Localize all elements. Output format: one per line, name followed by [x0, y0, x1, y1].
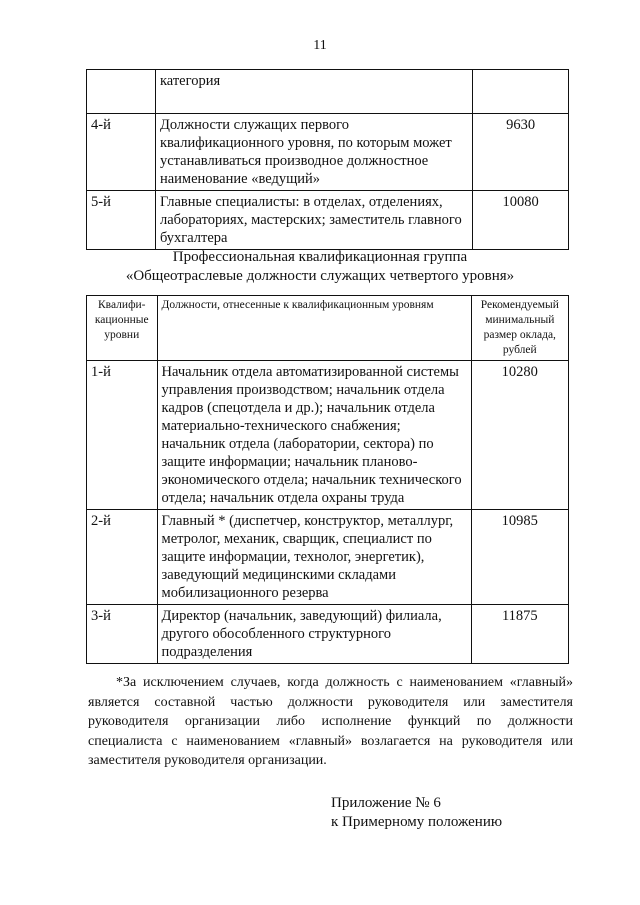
level-cell: 3-й: [87, 605, 158, 664]
positions-cell: Главный * (диспетчер, конструктор, металлург, метролог, механик, сварщик, специалист по защите информации, технолог, энергетик), заведующий медицинскими складами мобилизационного резерва: [157, 510, 471, 605]
appendix-label: [331, 794, 502, 832]
table-row: [87, 510, 569, 605]
salary-cell: 10080: [473, 191, 569, 250]
header-salary: Рекомендуемый минимальный размер оклада, рублей: [471, 296, 568, 361]
salary-cell: 11875: [471, 605, 568, 664]
positions-cell: Должности служащих первого квалификационного уровня, по которым может устанавливаться производное должностное наименование «ведущий»: [155, 114, 472, 191]
salary-cell: 9630: [473, 114, 569, 191]
level-cell: 4-й: [87, 114, 156, 191]
header-positions: Должности, отнесенные к квалификационным уровням: [157, 296, 471, 361]
appendix-subtitle: к Примерному положению: [331, 814, 503, 830]
positions-cell: Директор (начальник, заведующий) филиала, другого обособленного структурного подразделения: [157, 605, 471, 664]
salary-cell: 10985: [471, 510, 568, 605]
table-header-row: [87, 296, 569, 361]
heading-line: «Общеотраслевые должности служащих четвертого уровня»: [125, 268, 515, 284]
section-heading: [0, 248, 640, 286]
table-row: [87, 70, 569, 114]
table-row: [87, 114, 569, 191]
positions-cell: Главные специалисты: в отделах, отделениях, лабораториях, мастерских; заместитель главного бухгалтера: [155, 191, 472, 250]
footnote: *За исключением случаев, когда должность с наименованием «главный» является составной частью должности руководителя или заместителя руководителя организации либо исполнение функций по должности специалиста с наименованием «главный» возлагается на руководителя или заместителя руководителя организации.: [88, 675, 573, 768]
heading-line: Профессиональная квалификационная группа: [172, 249, 468, 265]
level-cell: 2-й: [87, 510, 158, 605]
level-cell: 1-й: [87, 361, 158, 510]
salary-table: [86, 295, 569, 664]
salary-cell: 10280: [471, 361, 568, 510]
header-level: Квалифи-кационные уровни: [87, 296, 158, 361]
table-row: [87, 361, 569, 510]
appendix-title: Приложение № 6: [331, 795, 441, 811]
positions-cell: категория: [155, 70, 472, 114]
salary-cell: [473, 70, 569, 114]
page-number: 11: [313, 38, 327, 53]
level-cell: [87, 70, 156, 114]
table-row: [87, 191, 569, 250]
table-row: [87, 605, 569, 664]
salary-table-continued: [86, 69, 569, 250]
positions-cell: Начальник отдела автоматизированной системы управления производством; начальник отдела кадров (спецотдела и др.); начальник отдела материально-технического снабжения; начальник отдела (лаборатории, сектора) по защите информации; начальник планово-экономического отдела; начальник технического отдела; начальник отдела охраны труда: [157, 361, 471, 510]
level-cell: 5-й: [87, 191, 156, 250]
